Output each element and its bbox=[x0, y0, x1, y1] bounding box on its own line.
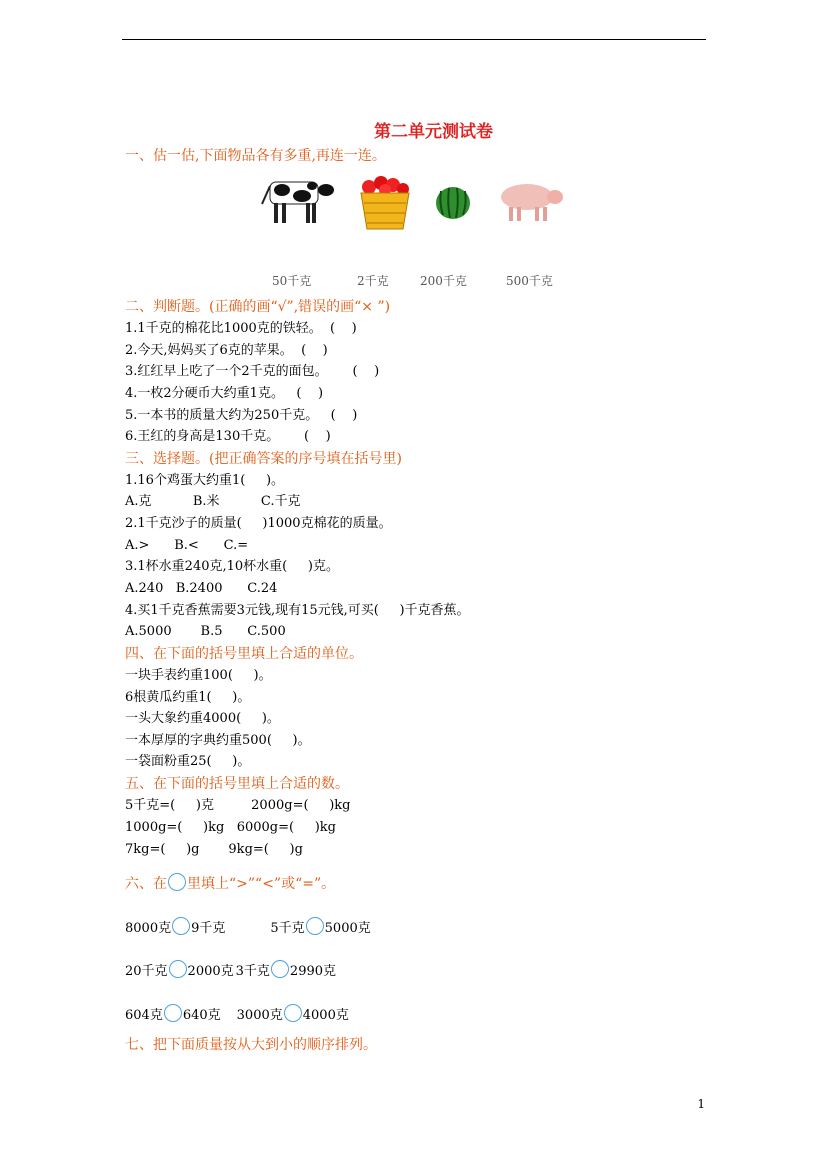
weight-label: 500千克 bbox=[506, 274, 553, 288]
compare-row bbox=[125, 917, 371, 938]
question-line: 4.一枚2分硬币大约重1克。 ( ) bbox=[125, 386, 324, 401]
compare-value: 3000克 bbox=[236, 1008, 283, 1023]
page-title: 第二单元测试卷 bbox=[374, 122, 493, 142]
question-line: 4.买1千克香蕉需要3元钱,现有15元钱,可买( )千克香蕉。 bbox=[125, 603, 470, 618]
question-line: 1000g=( )kg 6000g=( )kg bbox=[125, 820, 337, 835]
section-1-heading: 一、估一估,下面物品各有多重,再连一连。 bbox=[125, 148, 386, 164]
question-line: 2.今天,妈妈买了6克的苹果。 ( ) bbox=[125, 343, 328, 358]
compare-row bbox=[125, 1004, 349, 1025]
question-line: 1.1千克的棉花比1000克的铁轻。 ( ) bbox=[125, 321, 357, 336]
compare-row bbox=[125, 960, 336, 981]
question-line: 一本厚厚的字典约重500( )。 bbox=[125, 733, 311, 748]
compare-value: 20千克 bbox=[125, 964, 168, 979]
cow-image bbox=[260, 170, 340, 230]
question-line: 2.1千克沙子的质量( )1000克棉花的质量。 bbox=[125, 516, 392, 531]
heading-part: 六、在 bbox=[125, 876, 167, 892]
options-line: A.5000 B.5 C.500 bbox=[125, 624, 286, 639]
compare-value: 640克 bbox=[182, 1008, 221, 1023]
section-6-heading bbox=[125, 873, 335, 893]
section-4-heading: 四、在下面的括号里填上合适的单位。 bbox=[125, 646, 363, 662]
compare-value: 4000克 bbox=[302, 1008, 349, 1023]
compare-value: 9千克 bbox=[191, 921, 226, 936]
heading-part: 里填上“>”“<”或“=”。 bbox=[187, 876, 336, 892]
section-5-heading: 五、在下面的括号里填上合适的数。 bbox=[125, 776, 349, 792]
weight-label: 200千克 bbox=[420, 274, 467, 288]
question-line: 一袋面粉重25( )。 bbox=[125, 754, 251, 769]
compare-value: 5000克 bbox=[324, 921, 371, 936]
compare-value: 2990克 bbox=[289, 964, 337, 979]
section-2-heading: 二、判断题。(正确的画“√”,错误的画“× ”) bbox=[125, 299, 391, 315]
question-line: 一头大象约重4000( )。 bbox=[125, 711, 280, 726]
options-line: A.240 B.2400 C.24 bbox=[125, 581, 278, 596]
compare-value: 604克 bbox=[125, 1008, 163, 1023]
options-line: A.> B.< C.= bbox=[125, 538, 249, 553]
question-line: 6根黄瓜约重1( )。 bbox=[125, 690, 251, 705]
weight-label: 2千克 bbox=[357, 274, 389, 288]
question-line: 6.王红的身高是130千克。 ( ) bbox=[125, 429, 331, 444]
items-pictures bbox=[255, 165, 575, 235]
question-line: 1.16个鸡蛋大约重1( )。 bbox=[125, 473, 285, 488]
page-number: 1 bbox=[697, 1097, 705, 1111]
header-rule bbox=[122, 39, 706, 40]
options-line: A.克 B.米 C.千克 bbox=[125, 494, 301, 509]
pig-image bbox=[493, 177, 565, 225]
compare-circle[interactable] bbox=[169, 960, 187, 978]
compare-value: 2000克 bbox=[187, 964, 234, 979]
circle-icon bbox=[168, 873, 186, 891]
watermelon-image bbox=[433, 185, 473, 221]
compare-value: 8000克 bbox=[125, 921, 172, 936]
question-line: 3.红红早上吃了一个2千克的面包。 ( ) bbox=[125, 364, 380, 379]
compare-circle[interactable] bbox=[164, 1004, 182, 1022]
weight-label: 50千克 bbox=[272, 274, 312, 288]
question-line: 3.1杯水重240克,10杯水重( )克。 bbox=[125, 559, 339, 574]
compare-circle[interactable] bbox=[172, 917, 190, 935]
apple-basket-image bbox=[355, 173, 415, 231]
question-line: 5.一本书的质量大约为250千克。 ( ) bbox=[125, 408, 358, 423]
section-7-heading: 七、把下面质量按从大到小的顺序排列。 bbox=[125, 1037, 377, 1053]
compare-value: 3千克 bbox=[235, 964, 270, 979]
compare-circle[interactable] bbox=[284, 1004, 302, 1022]
compare-circle[interactable] bbox=[271, 960, 289, 978]
section-3-heading: 三、选择题。(把正确答案的序号填在括号里) bbox=[125, 451, 402, 467]
question-line: 一块手表约重100( )。 bbox=[125, 668, 272, 683]
question-line: 7kg=( )g 9kg=( )g bbox=[125, 842, 303, 857]
compare-value: 5千克 bbox=[270, 921, 305, 936]
question-line: 5千克=( )克 2000g=( )kg bbox=[125, 798, 351, 813]
compare-circle[interactable] bbox=[306, 917, 324, 935]
